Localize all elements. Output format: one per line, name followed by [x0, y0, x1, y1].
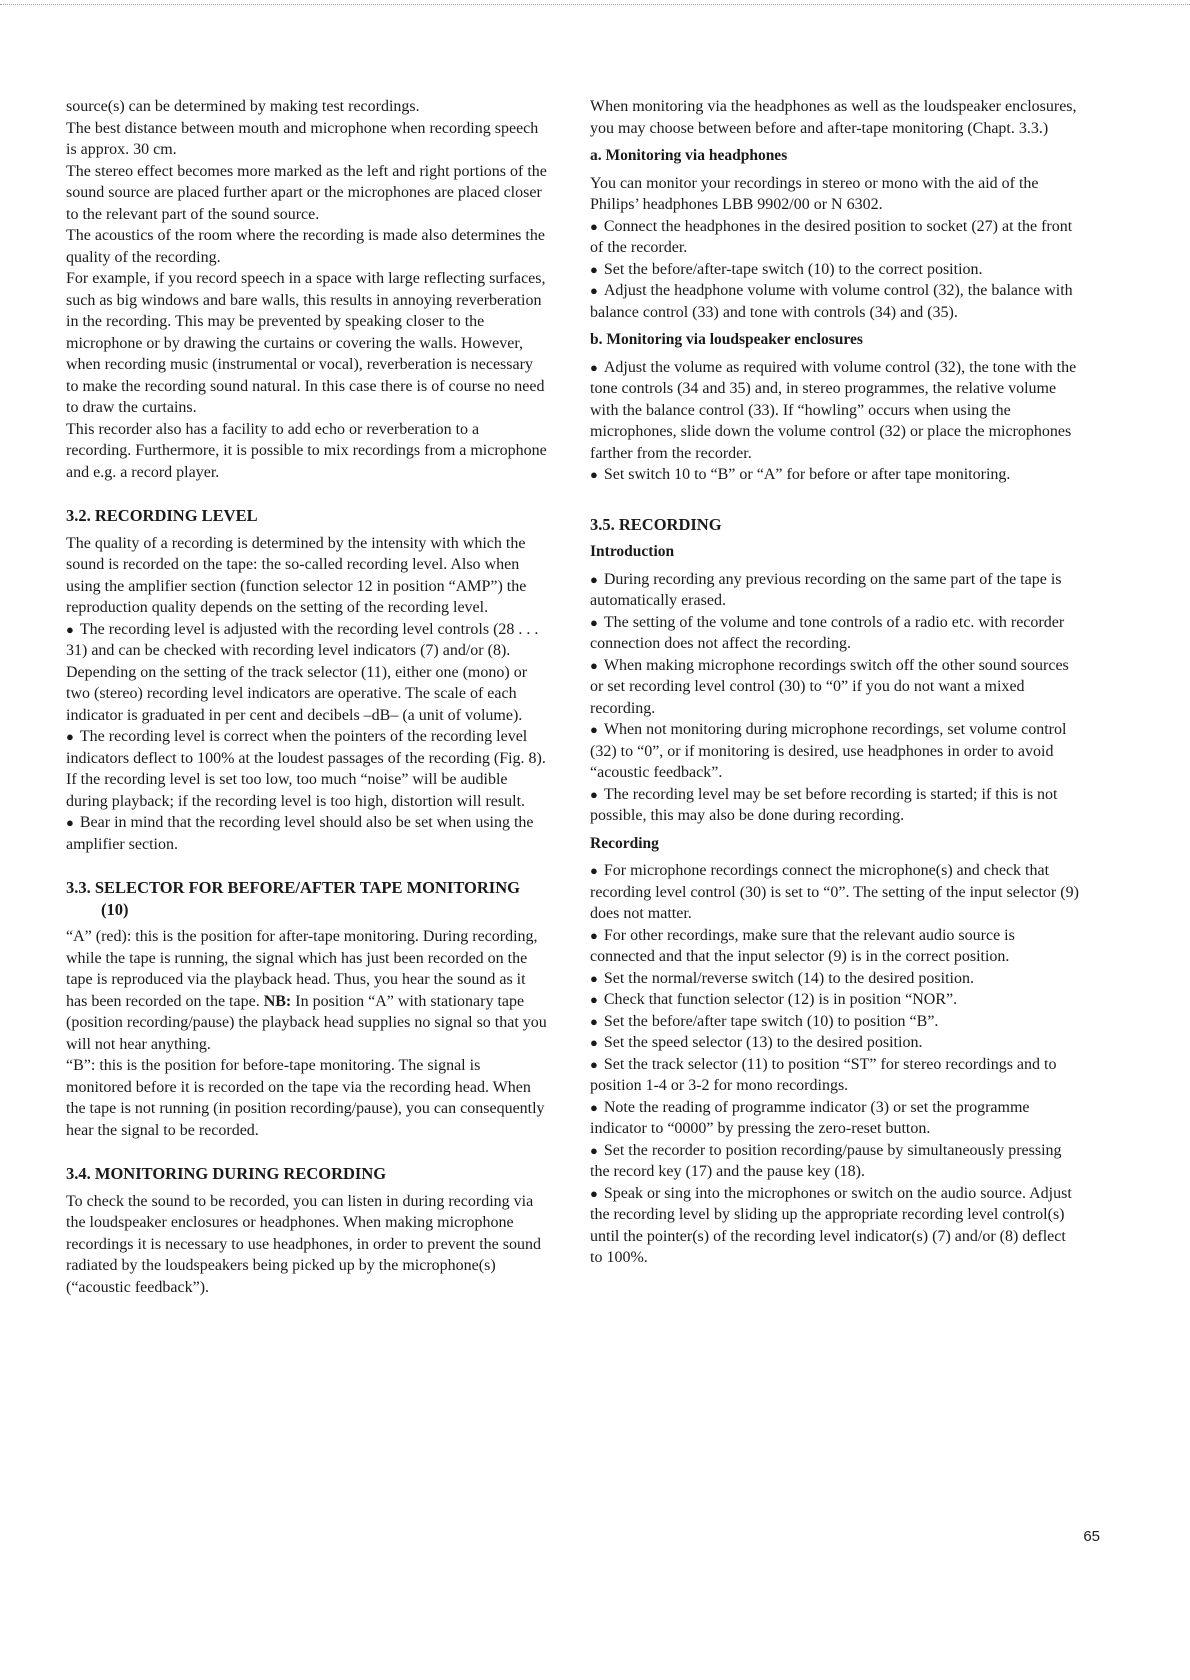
bullet-item: ● For microphone recordings connect the microphone(s) and check that recording level control (30) is set to “0”. The setting of the input selector (9) does not matter. [590, 862, 1079, 922]
bullet-icon: ● [590, 1013, 598, 1029]
scan-edge-line [0, 4, 1190, 5]
right-column [590, 96, 1080, 1269]
bullet-icon: ● [590, 359, 598, 375]
bullet-item: ● The recording level may be set before recording is started; if this is not possible, this may also be done during recording. [590, 785, 1058, 824]
paragraph: The best distance between mouth and microphone when recording speech is approx. 30 cm. [66, 119, 539, 158]
paragraph: The quality of a recording is determined by the intensity with which the sound is recorded on the tape: the so-called recording level. Also when using the amplifier section (function selector 12 in position “AMP”) the reproduction quality depends on the setting of the recording level. [66, 534, 527, 616]
bullet-item: ● Connect the headphones in the desired position to socket (27) at the front of the recorder. [590, 217, 1073, 256]
bullet-icon: ● [66, 815, 74, 830]
page-number: 65 [1083, 1528, 1100, 1545]
section-heading: 3.2. RECORDING LEVEL [66, 506, 258, 525]
paragraph: When monitoring via the headphones as well as the loudspeaker enclosures, you may choose between before and after-tape monitoring (Chapt. 3.3.) [590, 98, 1077, 137]
bullet-item: ● The recording level is adjusted with the recording level controls (28 . . . 31) and can be checked with recording level indicators (7) and/or (8). Depending on the setting of the track selector (11), either one (mono) or two (stereo) recording level indicators are operative. The scale of each indicator is graduated in per cent and decibels –dB– (a unit of volume). [66, 620, 539, 724]
bullet-item: ● Set the normal/reverse switch (14) to the desired position. [590, 969, 974, 987]
bullet-item: ● Set the before/after-tape switch (10) to the correct position. [590, 260, 983, 278]
paragraph: source(s) can be determined by making test recordings. [66, 98, 420, 115]
bullet-item: ● During recording any previous recording on the same part of the tape is automatically erased. [590, 570, 1062, 609]
paragraph: You can monitor your recordings in stereo or mono with the aid of the Philips’ headphones LBB 9902/00 or N 6302. [590, 174, 1039, 213]
bullet-icon: ● [590, 927, 598, 943]
bullet-item: ● Set the before/after tape switch (10) to position “B”. [590, 1012, 939, 1030]
bullet-icon: ● [590, 970, 598, 986]
bullet-icon: ● [590, 1035, 598, 1050]
bullet-item: ● The recording level is correct when the pointers of the recording level indicators deflect to 100% at the loudest passages of the recording (Fig. 8). If the recording level is set too low, too much “noise” will be audible during playback; if the recording level is too high, distortion will result. [66, 728, 546, 810]
bullet-item: ● When making microphone recordings switch off the other sound sources or set recording level control (30) to “0” if you do not want a mixed recording. [590, 656, 1069, 717]
subsection-heading: a. Monitoring via headphones [590, 147, 788, 164]
bullet-item: ● Set the speed selector (13) to the desired position. [590, 1034, 923, 1051]
paragraph: The stereo effect becomes more marked as the left and right portions of the sound source are placed further apart or the microphones are placed closer to the relevant part of the sound source. [66, 162, 547, 223]
section-heading: 3.5. RECORDING [590, 514, 722, 534]
bullet-item: ● Check that function selector (12) is in position “NOR”. [590, 991, 958, 1008]
nb-label: NB: [263, 992, 292, 1010]
paragraph: “A” (red): this is the position for after-tape monitoring. During recording, while the tape is running, the signal which has just been recorded on the tape is reproduced via the playback head. Thus, you hear the sound as it has been recorded on the tape. NB: In position “A” with stationary tape (position recording/pause) the playback head supplies no signal so that you will not hear anything. [66, 928, 547, 1053]
paragraph: This recorder also has a facility to add echo or reverberation to a recording. Furthermore, it is possible to mix recordings from a microphone and e.g. a record player. [66, 420, 547, 481]
bullet-item: ● Note the reading of programme indicator (3) or set the programme indicator to “0000” by pressing the zero-reset button. [590, 1098, 1030, 1137]
bullet-icon: ● [590, 467, 598, 482]
bullet-item: ● Adjust the volume as required with volume control (32), the tone with the tone controls (34 and 35) and, in stereo programmes, the relative volume with the balance control (33). If “howling” occurs when using the microphones, slide down the volume control (32) or place the microphones farther from the recorder. [590, 358, 1077, 462]
bullet-icon: ● [590, 863, 598, 878]
paragraph: “B”: this is the position for before-tape monitoring. The signal is monitored before it is recorded on the tape via the recording head. When the tape is not running (in position recording/pause), you can consequently hear the signal to be recorded. [66, 1057, 545, 1139]
bullet-icon: ● [66, 621, 74, 637]
bullet-item: ● Set switch 10 to “B” or “A” for before or after tape monitoring. [590, 466, 1011, 483]
paragraph: For example, if you record speech in a space with large reflecting surfaces, such as big windows and bare walls, this results in annoying reverberation in the recording. This may be prevented by speaking closer to the microphone or by drawing the curtains or covering the walls. However, when recording music (instrumental or vocal), reverberation is necessary to make the recording sound natural. In this case there is of course no need to draw the curtains. [66, 270, 546, 416]
bullet-icon: ● [590, 261, 598, 277]
bullet-item: ● For other recordings, make sure that the relevant audio source is connected and that the input selector (9) is in the correct position. [590, 926, 1015, 965]
bullet-icon: ● [66, 729, 74, 744]
subsection-heading: b. Monitoring via loudspeaker enclosures [590, 331, 863, 348]
subsection-heading: Introduction [590, 543, 675, 560]
bullet-icon: ● [590, 722, 598, 737]
section-heading: 3.4. MONITORING DURING RECORDING [66, 1164, 387, 1183]
bullet-icon: ● [590, 992, 598, 1007]
bullet-icon: ● [590, 1056, 598, 1072]
bullet-item: ● Set the recorder to position recording/pause by simultaneously pressing the record key (17) and the pause key (18). [590, 1141, 1062, 1180]
bullet-item: ● Adjust the headphone volume with volume control (32), the balance with balance control (33) and tone with controls (34) and (35). [590, 282, 1073, 321]
bullet-icon: ● [590, 571, 598, 587]
bullet-icon: ● [590, 657, 598, 673]
bullet-icon: ● [590, 1185, 598, 1201]
bullet-item: ● The setting of the volume and tone controls of a radio etc. with recorder connection does not affect the recording. [590, 613, 1065, 652]
subsection-heading: Recording [590, 834, 659, 852]
bullet-icon: ● [590, 218, 598, 234]
bullet-icon: ● [590, 786, 598, 802]
bullet-item: ● Bear in mind that the recording level should also be set when using the amplifier section. [66, 814, 534, 853]
section-heading: 3.3. SELECTOR FOR BEFORE/AFTER TAPE MONITORING (10) [66, 878, 520, 919]
bullet-item: ● When not monitoring during microphone recordings, set volume control (32) to “0”, or if monitoring is desired, use headphones in order to avoid “acoustic feedback”. [590, 721, 1067, 781]
paragraph: To check the sound to be recorded, you can listen in during recording via the loudspeaker enclosures or headphones. When making microphone recordings it is necessary to use headphones, in order to prevent the sound radiated by the loudspeakers being picked up by the microphone(s) (“acoustic feedback”). [66, 1192, 541, 1296]
bullet-item: ● Speak or sing into the microphones or switch on the audio source. Adjust the recording level by sliding up the appropriate recording level control(s) until the pointer(s) of the recording level indicator(s) (7) and/or (8) deflect to 100%. [590, 1184, 1072, 1266]
bullet-icon: ● [590, 1099, 598, 1115]
paragraph: The acoustics of the room where the recording is made also determines the quality of the recording. [66, 227, 545, 266]
left-column [66, 96, 548, 1298]
bullet-item: ● Set the track selector (11) to position “ST” for stereo recordings and to position 1-4 or 3-2 for mono recordings. [590, 1055, 1057, 1094]
bullet-icon: ● [590, 1142, 598, 1158]
bullet-icon: ● [590, 614, 598, 630]
bullet-icon: ● [590, 283, 598, 298]
